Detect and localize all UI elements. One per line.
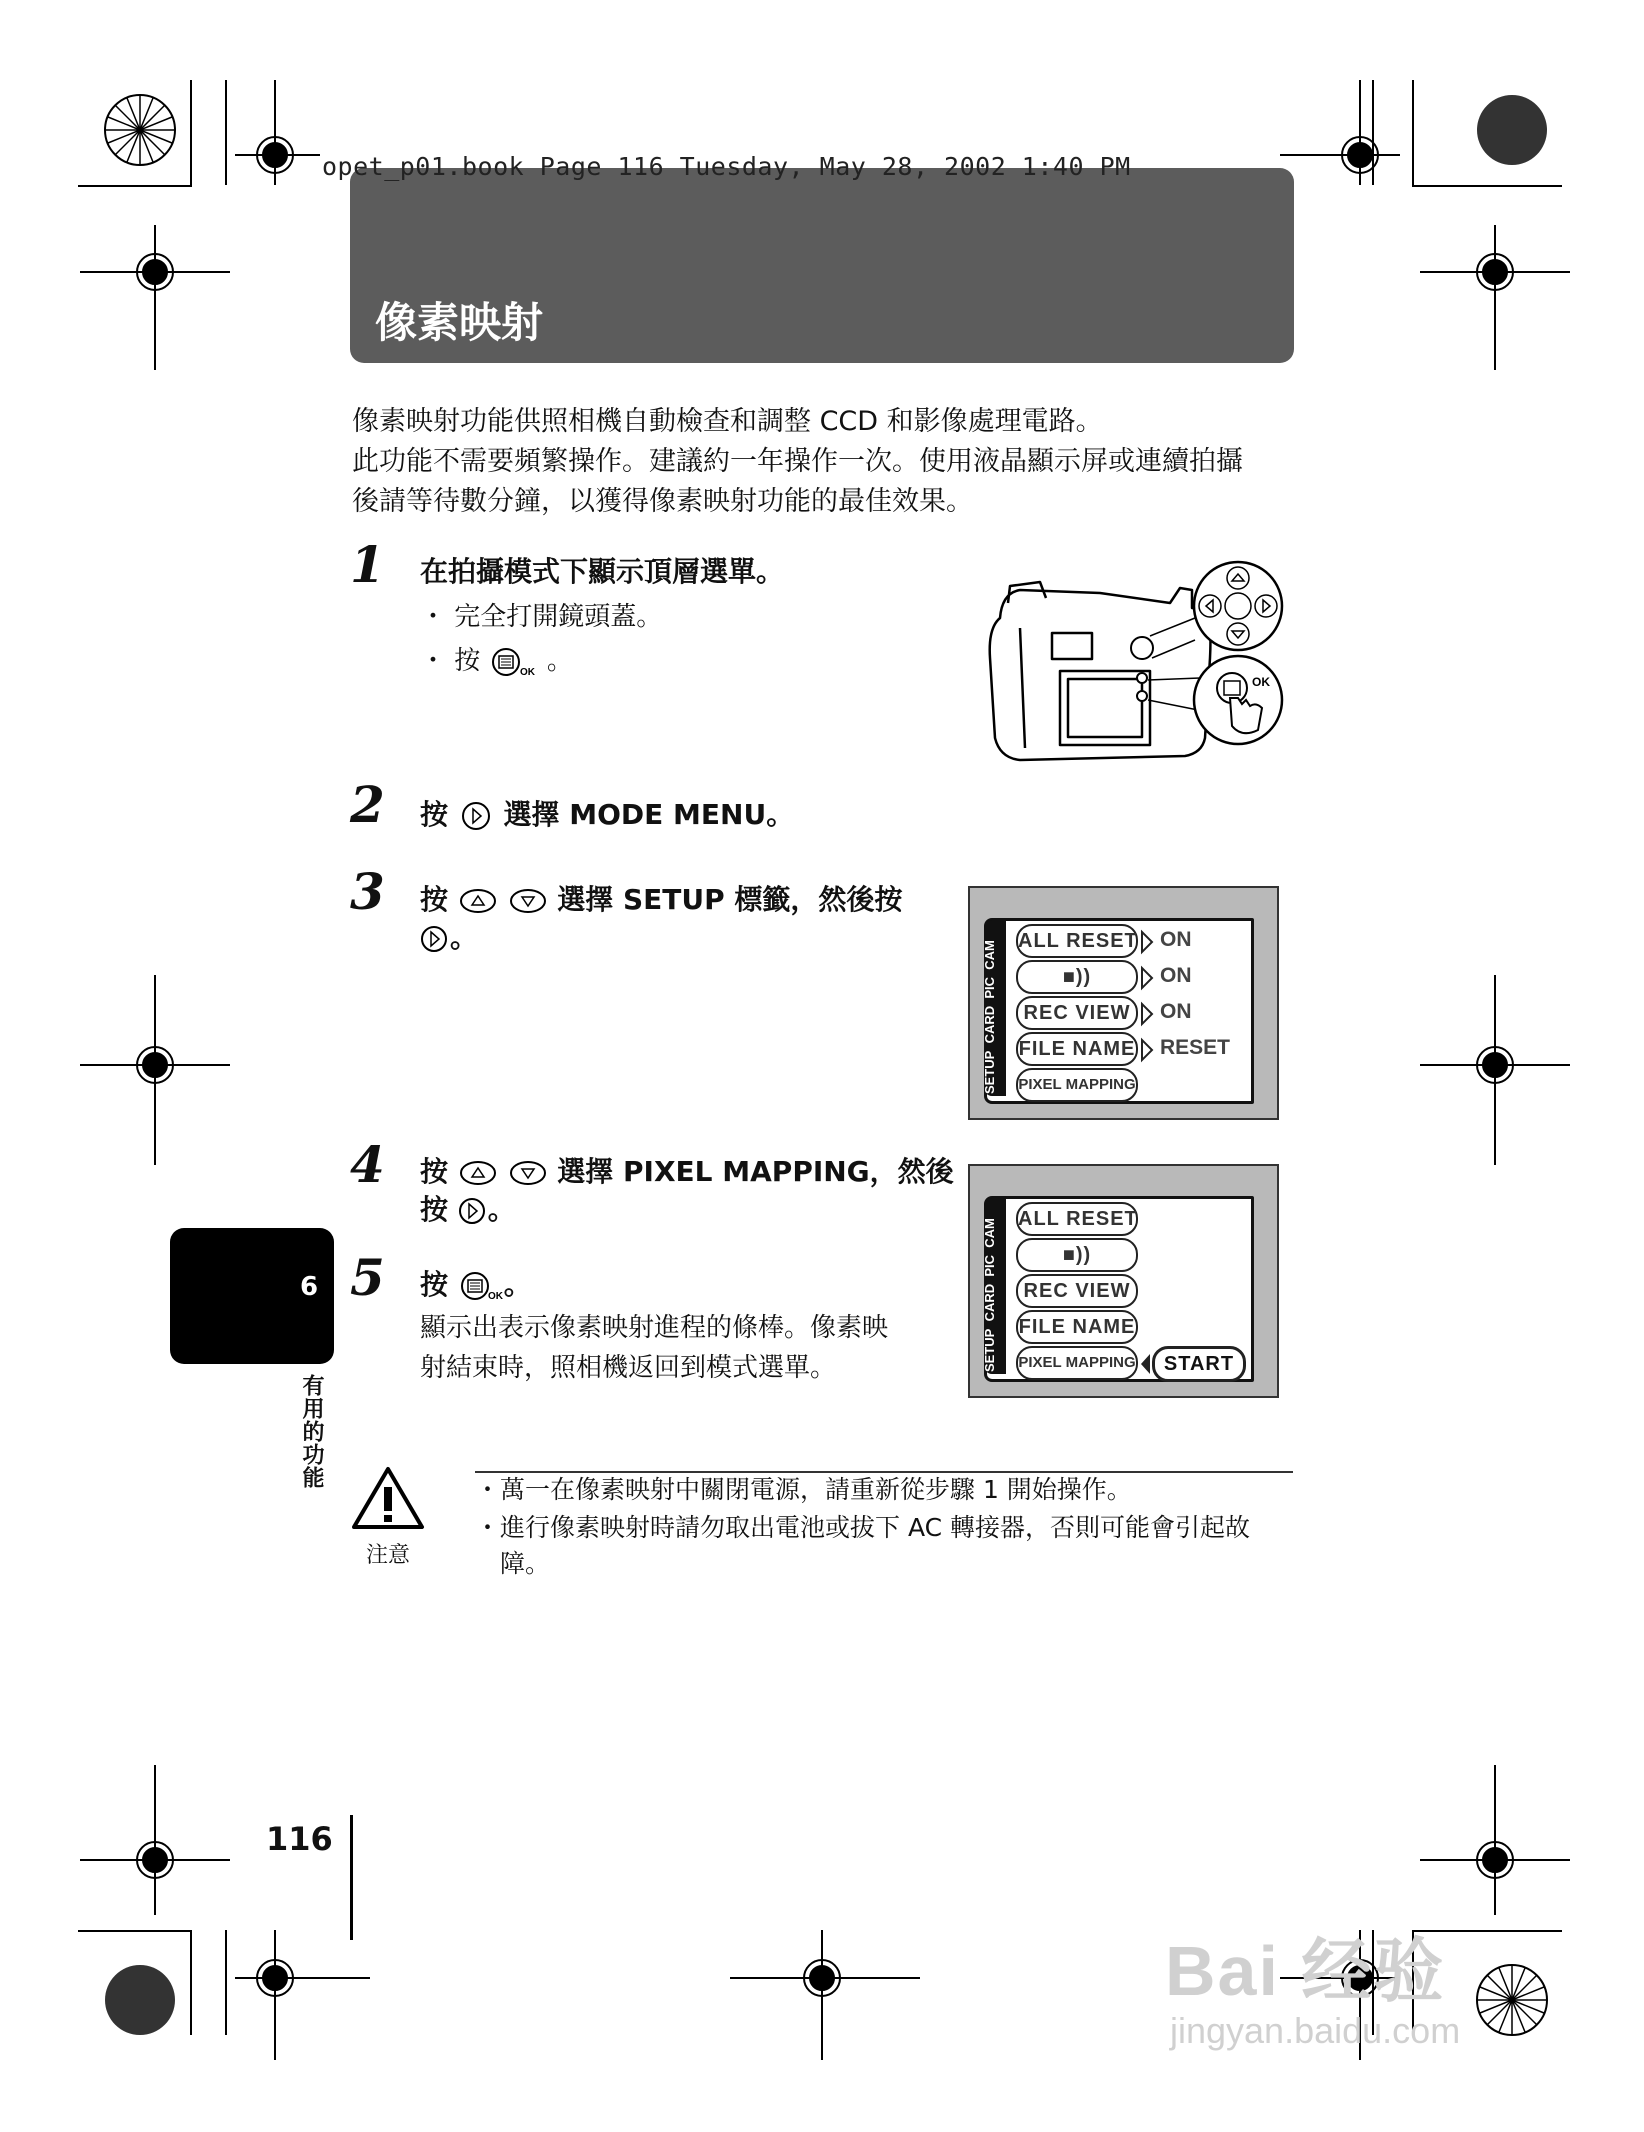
- step-5-desc-2: 射結束時，照相機返回到模式選單。: [420, 1353, 837, 1383]
- step-2-line: [420, 795, 794, 835]
- menu-screen-pixel-mapping: [968, 1164, 1279, 1398]
- up-arrow-button-icon: [458, 1158, 498, 1188]
- caution-line-1: ・萬一在像素映射中關閉電源，請重新從步驟 1 開始操作。: [475, 1475, 1132, 1504]
- screen1-arrows: [1138, 928, 1158, 1068]
- caution-line-3: 障。: [475, 1549, 551, 1578]
- right-arrow-button-icon: [458, 1193, 488, 1229]
- step-4-line-2-pre: 按: [420, 1193, 449, 1226]
- step-3-line-1: [420, 880, 902, 920]
- intro-line-3: 後請等待數分鐘，以獲得像素映射功能的最佳效果。: [352, 486, 973, 517]
- screen2-tab-cam: CAM: [982, 1218, 997, 1248]
- chapter-number: 6: [300, 1272, 319, 1302]
- step-3-post: 選擇 SETUP 標籤，然後按: [557, 883, 903, 916]
- step-1-bullet-2-suffix: 。: [546, 646, 573, 676]
- screen2-tab-setup: SETUP: [982, 1328, 997, 1372]
- menu-ok-button-icon: [489, 645, 539, 679]
- screen1-row-rec-view: REC VIEW: [1016, 996, 1138, 1030]
- intro-line-2: 此功能不需要頻繁操作。建議約一年操作一次。使用液晶顯示屏或連續拍攝: [352, 446, 1243, 477]
- step-5-desc-1: 顯示出表示像素映射進程的條棒。像素映: [420, 1313, 889, 1343]
- step-5-pre: 按: [420, 1268, 449, 1301]
- screen1-value-sound: ON: [1160, 964, 1192, 987]
- step-3-number: 3: [350, 862, 385, 921]
- baidu-watermark-url: jingyan.baidu.com: [1170, 2010, 1461, 2051]
- screen1-tab-card: CARD: [982, 1005, 997, 1044]
- page-number-rule: [350, 1815, 353, 1940]
- step-4-line-2-suffix: 。: [487, 1193, 516, 1226]
- step-4-line-1: [420, 1152, 954, 1192]
- screen2-row-all-reset: ALL RESET: [1016, 1202, 1138, 1236]
- ok-mini-label: OK: [519, 666, 535, 678]
- right-arrow-button-icon: [420, 921, 450, 957]
- screen2-tab-card: CARD: [982, 1283, 997, 1322]
- print-header-meta: opet_p01.book Page 116 Tuesday, May 28, 2002 1:40 PM: [322, 152, 1131, 181]
- screen2-row-file-name: FILE NAME: [1016, 1310, 1138, 1344]
- intro-line-1: 像素映射功能供照相機自動檢查和調整 CCD 和影像處理電路。: [352, 406, 1103, 437]
- step-3-line-2-suffix: 。: [450, 921, 479, 954]
- screen1-tab-labels: [982, 924, 1008, 1094]
- screen1-row-sound: ■)): [1016, 960, 1138, 994]
- caution-line-2: ・進行像素映射時請勿取出電池或拔下 AC 轉接器，否則可能會引起故: [475, 1513, 1251, 1542]
- step-4-post: 選擇 PIXEL MAPPING，然後: [557, 1155, 954, 1188]
- step-1-text: 在拍攝模式下顯示頂層選單。: [420, 555, 785, 588]
- screen1-value-all-reset: ON: [1160, 928, 1192, 951]
- screen2-start-button: START: [1152, 1346, 1246, 1382]
- step-5-number: 5: [350, 1248, 385, 1307]
- caution-label: 注意: [366, 1543, 411, 1568]
- screen1-value-rec-view: ON: [1160, 1000, 1192, 1023]
- screen2-tab-pic: PIC: [982, 1254, 997, 1277]
- down-arrow-button-icon: [508, 1158, 548, 1188]
- down-arrow-button-icon: [508, 886, 548, 916]
- step-2-number: 2: [350, 775, 385, 834]
- screen2-row-sound: ■)): [1016, 1238, 1138, 1272]
- screen1-value-file-name: RESET: [1160, 1036, 1231, 1059]
- up-arrow-button-icon: [458, 886, 498, 916]
- step-1-number: 1: [350, 535, 385, 594]
- page-title: 像素映射: [375, 298, 544, 347]
- menu-screen-setup: [968, 886, 1279, 1120]
- screen1-row-pixel-mapping: PIXEL MAPPING: [1016, 1068, 1138, 1102]
- screen1-tab-pic: PIC: [982, 976, 997, 999]
- menu-ok-button-icon: [458, 1269, 504, 1303]
- step-4-number: 4: [350, 1135, 385, 1194]
- step-1-bullet-2: ・ 按 OK 。: [420, 646, 573, 678]
- step-1-bullet-1-text: 完全打開鏡頭蓋。: [454, 602, 663, 632]
- camera-illustration: [980, 548, 1300, 763]
- screen1-tab-cam: CAM: [982, 940, 997, 970]
- step-4-pre: 按: [420, 1155, 449, 1188]
- screen1-row-file-name: FILE NAME: [1016, 1032, 1138, 1066]
- screen2-left-arrow: [1138, 1350, 1152, 1378]
- step-2-pre: 按: [420, 798, 449, 831]
- page-number: 116: [266, 1820, 333, 1858]
- chapter-label: 有用的功能: [299, 1374, 324, 1489]
- right-arrow-button-icon: [458, 798, 494, 834]
- step-5-line-1: [420, 1265, 532, 1305]
- ok-callout-label: OK: [1252, 675, 1270, 689]
- step-4-line-2: [420, 1190, 516, 1230]
- screen1-row-all-reset: ALL RESET: [1016, 924, 1138, 958]
- step-3-pre: 按: [420, 883, 449, 916]
- step-2-post: 選擇 MODE MENU。: [503, 798, 795, 831]
- step-1-bullet-2-text: 按: [454, 646, 481, 676]
- screen1-tab-setup: SETUP: [982, 1050, 997, 1094]
- baidu-watermark: Bai 经验: [1165, 1932, 1446, 2010]
- screen2-row-rec-view: REC VIEW: [1016, 1274, 1138, 1308]
- step-5-post: 。: [503, 1268, 532, 1301]
- step-3-line-2: [420, 918, 478, 958]
- screen2-row-pixel-mapping: PIXEL MAPPING: [1016, 1346, 1138, 1380]
- caution-icon: [350, 1465, 426, 1533]
- screen2-tab-labels: [982, 1202, 1008, 1372]
- step-1-bullet-1: ・ 完全打開鏡頭蓋。: [420, 602, 663, 632]
- ok-mini-label-2: OK: [487, 1291, 503, 1302]
